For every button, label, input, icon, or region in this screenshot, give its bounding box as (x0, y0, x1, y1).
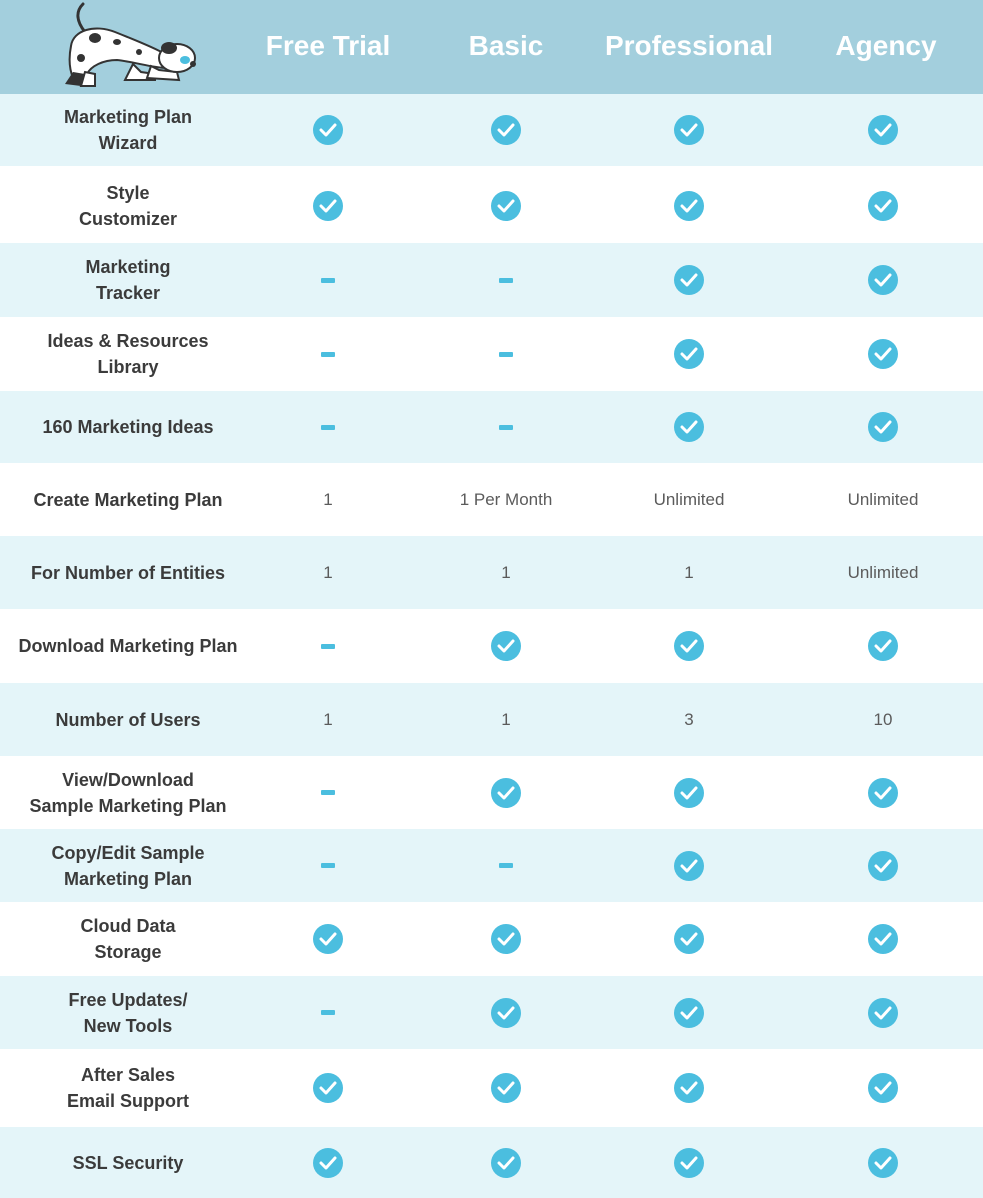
feature-label (0, 391, 256, 463)
value-cell (793, 536, 973, 609)
included-cell (238, 1049, 418, 1127)
not-included-cell (238, 317, 418, 391)
cell-value: Unlimited (653, 489, 725, 509)
table-row (0, 317, 983, 391)
plan-professional: Professional (604, 30, 774, 61)
dash-icon (321, 863, 335, 868)
dash-icon (321, 1010, 335, 1015)
check-icon (313, 191, 343, 221)
feature-label (0, 1049, 256, 1127)
check-icon (868, 191, 898, 221)
cell-value: 1 (323, 489, 333, 509)
plan-basic: Basic (468, 30, 544, 61)
cell-value: 1 (323, 709, 333, 729)
table-row (0, 902, 983, 976)
dash-icon (321, 644, 335, 649)
check-icon (868, 339, 898, 369)
check-icon (868, 851, 898, 881)
included-cell (793, 976, 973, 1049)
check-icon (491, 924, 521, 954)
included-cell (793, 902, 973, 976)
not-included-cell (238, 391, 418, 463)
included-cell (599, 391, 779, 463)
included-cell (793, 94, 973, 166)
feature-label-text: Copy/Edit Sample Marketing Plan (51, 842, 205, 889)
cell-value: 1 Per Month (459, 489, 553, 509)
value-cell (416, 683, 596, 756)
value-cell (238, 683, 418, 756)
feature-label-text: Marketing Tracker (85, 257, 171, 303)
feature-label (0, 317, 256, 391)
check-icon (313, 1148, 343, 1178)
included-cell (416, 1049, 596, 1127)
check-icon (491, 778, 521, 808)
included-cell (238, 167, 418, 244)
table-row (0, 463, 983, 536)
table-row (0, 167, 983, 244)
included-cell (793, 167, 973, 244)
cell-value: 1 (323, 562, 333, 582)
included-cell (599, 902, 779, 976)
feature-label (0, 1127, 256, 1198)
cell-value: 10 (873, 709, 893, 729)
plan-free-trial: Free Trial (265, 30, 391, 61)
included-cell (416, 902, 596, 976)
check-icon (491, 998, 521, 1028)
included-cell (793, 609, 973, 683)
value-cell (416, 536, 596, 609)
check-icon (868, 1073, 898, 1103)
not-included-cell (238, 609, 418, 683)
cell-value: 1 (684, 562, 694, 582)
value-cell (793, 683, 973, 756)
feature-label-text: Free Updates/ New Tools (68, 989, 188, 1036)
included-cell (416, 167, 596, 244)
check-icon (491, 1148, 521, 1178)
dash-icon (499, 278, 513, 283)
dash-icon (499, 352, 513, 357)
table-row (0, 391, 983, 463)
feature-label (0, 756, 256, 829)
dash-icon (321, 790, 335, 795)
included-cell (416, 976, 596, 1049)
included-cell (238, 1127, 418, 1198)
included-cell (238, 94, 418, 166)
included-cell (599, 243, 779, 317)
value-cell (416, 463, 596, 536)
included-cell (793, 756, 973, 829)
included-cell (793, 391, 973, 463)
check-icon (868, 265, 898, 295)
included-cell (416, 756, 596, 829)
feature-label (0, 829, 256, 902)
included-cell (599, 1049, 779, 1127)
value-cell (599, 536, 779, 609)
included-cell (416, 609, 596, 683)
feature-label-text: Number of Users (55, 709, 201, 730)
check-icon (674, 412, 704, 442)
value-cell (793, 463, 973, 536)
table-row (0, 976, 983, 1049)
check-icon (313, 1073, 343, 1103)
included-cell (793, 1127, 973, 1198)
not-included-cell (416, 317, 596, 391)
check-icon (674, 115, 704, 145)
table-header (0, 0, 983, 94)
included-cell (793, 1049, 973, 1127)
check-icon (868, 631, 898, 661)
feature-label-text: Style Customizer (78, 182, 177, 229)
dash-icon (499, 863, 513, 868)
included-cell (599, 976, 779, 1049)
included-cell (599, 317, 779, 391)
feature-label-text: For Number of Entities (30, 562, 225, 583)
included-cell (416, 94, 596, 166)
check-icon (491, 191, 521, 221)
table-row (0, 1049, 983, 1127)
cell-value: Unlimited (847, 562, 919, 582)
feature-label (0, 536, 256, 609)
check-icon (868, 778, 898, 808)
included-cell (599, 1127, 779, 1198)
not-included-cell (416, 391, 596, 463)
check-icon (674, 339, 704, 369)
feature-label-text: 160 Marketing Ideas (42, 417, 214, 437)
not-included-cell (238, 756, 418, 829)
included-cell (599, 609, 779, 683)
value-cell (599, 463, 779, 536)
check-icon (674, 998, 704, 1028)
included-cell (599, 829, 779, 902)
check-icon (868, 998, 898, 1028)
feature-label (0, 683, 256, 756)
feature-label (0, 463, 256, 536)
feature-label (0, 902, 256, 976)
dash-icon (321, 425, 335, 430)
included-cell (793, 317, 973, 391)
table-row (0, 1127, 983, 1198)
check-icon (313, 924, 343, 954)
feature-label-text: SSL Security (72, 1152, 184, 1173)
check-icon (674, 1148, 704, 1178)
check-icon (674, 851, 704, 881)
table-row (0, 94, 983, 166)
check-icon (313, 115, 343, 145)
cell-value: Unlimited (847, 489, 919, 509)
table-row (0, 829, 983, 902)
table-row (0, 609, 983, 683)
plan-agency: Agency (835, 30, 937, 61)
feature-label-text: Download Marketing Plan (18, 636, 238, 656)
feature-label-text: Cloud Data Storage (80, 916, 176, 962)
not-included-cell (416, 829, 596, 902)
dash-icon (321, 278, 335, 283)
not-included-cell (238, 829, 418, 902)
check-icon (674, 778, 704, 808)
check-icon (868, 115, 898, 145)
not-included-cell (238, 243, 418, 317)
check-icon (491, 631, 521, 661)
cell-value: 1 (501, 709, 511, 729)
included-cell (238, 902, 418, 976)
table-row (0, 756, 983, 829)
feature-label (0, 167, 256, 244)
dalmatian-dog-icon (55, 2, 200, 90)
included-cell (599, 94, 779, 166)
not-included-cell (416, 243, 596, 317)
feature-label-text: Create Marketing Plan (33, 489, 223, 510)
feature-label (0, 94, 256, 166)
feature-label-text: After Sales Email Support (66, 1065, 189, 1111)
value-cell (238, 463, 418, 536)
dash-icon (321, 352, 335, 357)
included-cell (416, 1127, 596, 1198)
check-icon (868, 412, 898, 442)
check-icon (674, 924, 704, 954)
table-row (0, 243, 983, 317)
feature-label (0, 243, 256, 317)
table-row (0, 536, 983, 609)
check-icon (868, 1148, 898, 1178)
value-cell (599, 683, 779, 756)
check-icon (674, 265, 704, 295)
check-icon (674, 1073, 704, 1103)
feature-label (0, 976, 256, 1049)
check-icon (868, 924, 898, 954)
feature-label (0, 609, 256, 683)
check-icon (491, 115, 521, 145)
table-row (0, 683, 983, 756)
included-cell (793, 243, 973, 317)
feature-label-text: Ideas & Resources Library (47, 331, 209, 377)
feature-label-text: Marketing Plan Wizard (63, 107, 193, 153)
cell-value: 1 (501, 562, 511, 582)
check-icon (491, 1073, 521, 1103)
check-icon (674, 631, 704, 661)
included-cell (599, 167, 779, 244)
value-cell (238, 536, 418, 609)
included-cell (793, 829, 973, 902)
dash-icon (499, 425, 513, 430)
not-included-cell (238, 976, 418, 1049)
check-icon (674, 191, 704, 221)
cell-value: 3 (684, 709, 694, 729)
included-cell (599, 756, 779, 829)
feature-label-text: View/Download Sample Marketing Plan (29, 769, 227, 816)
